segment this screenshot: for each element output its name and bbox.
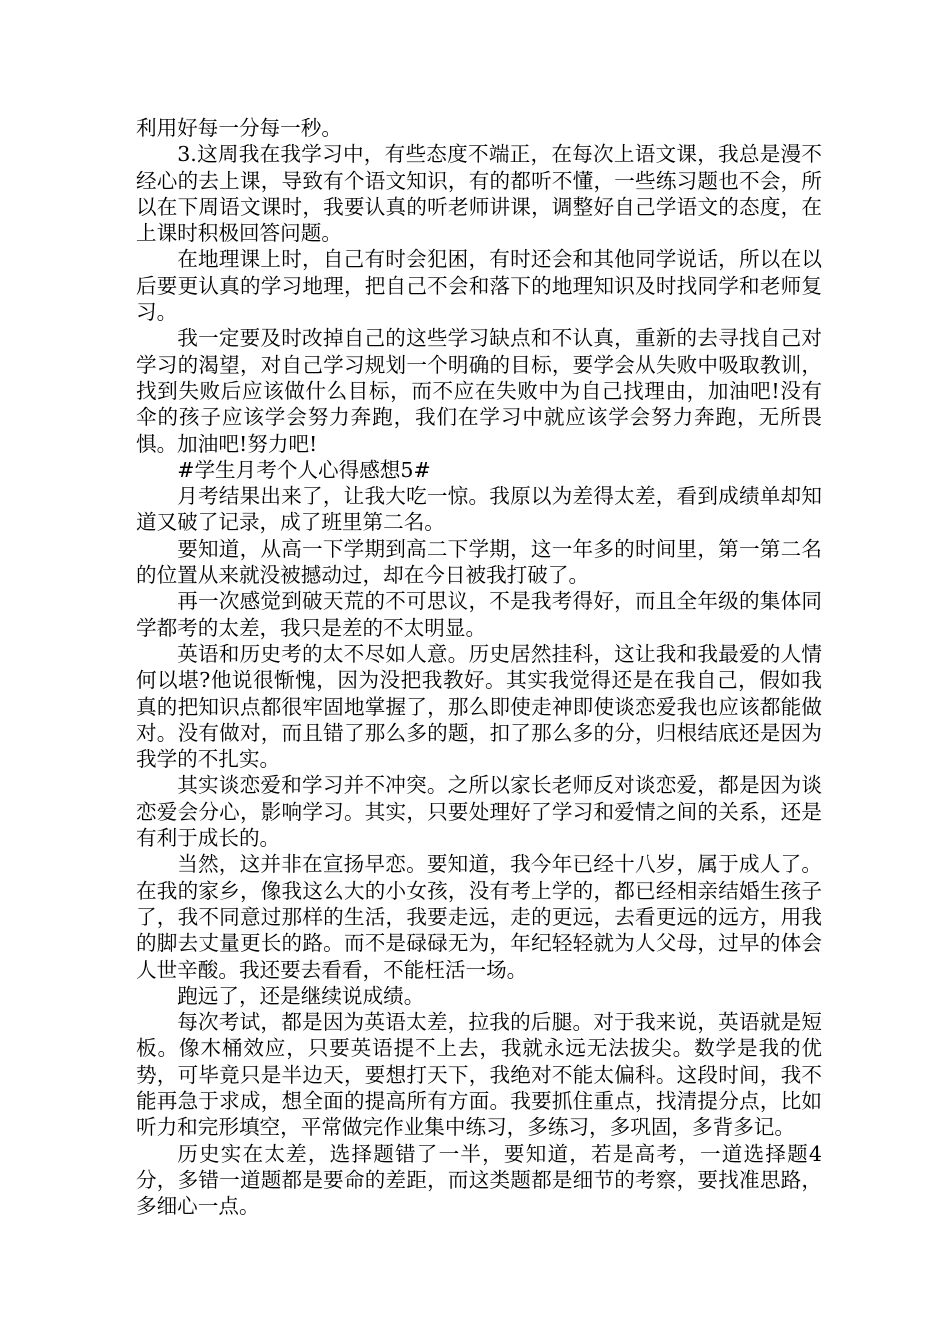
paragraph-9: 英语和历史考的太不尽如人意。历史居然挂科，这让我和我最爱的人情何以堪?他说很惭愧，因为没把我教好。其实我觉得还是在我自己，假如我真的把知识点都很牢固地掌握了，那么即使走神即使谈恋爱我也应该都能做对。没有做对，而且错了那么多的题，扣了那么多的分，归根结底还是因为我学的不扎实。 (136, 641, 822, 772)
paragraph-11: 当然，这并非在宣扬早恋。要知道，我今年已经十八岁，属于成人了。在我的家乡，像我这么大的小女孩，没有考上学的，都已经相亲结婚生孩子了，我不同意过那样的生活，我要走远，走的更远，去看更远的远方，用我的脚去丈量更长的路。而不是碌碌无为，年纪轻轻就为人父母，过早的体会人世辛酸。我还要去看看，不能枉活一场。 (136, 852, 822, 982)
paragraph-12: 跑远了，还是继续说成绩。 (177, 983, 425, 1008)
paragraph-13: 每次考试，都是因为英语太差，拉我的后腿。对于我来说，英语就是短板。像木桶效应，只要英语提不上去，我就永远无法拔尖。数学是我的优势，可毕竟只是半边天，要想打天下，我绝对不能太偏科。这段时间，我不能再急于求成，想全面的提高所有方面。我要抓住重点，找清提分点，比如听力和完形填空，平常做完作业集中练习，多练习，多巩固，多背多记。 (136, 1010, 822, 1140)
paragraph-3: 在地理课上时，自己有时会犯困，有时还会和其他同学说话，所以在以后要更认真的学习地理，把自己不会和落下的地理知识及时找同学和老师复习。 (136, 247, 822, 325)
paragraph-4: 我一定要及时改掉自己的这些学习缺点和不认真，重新的去寻找自己对学习的渴望，对自己学习规划一个明确的目标，要学会从失败中吸取教训，找到失败后应该做什么目标，而不应在失败中为自己找理由，加油吧!没有伞的孩子应该学会努力奔跑，我们在学习中就应该学会努力奔跑，无所畏惧。加油吧!努力吧! (136, 326, 822, 456)
paragraph-7: 要知道，从高一下学期到高二下学期，这一年多的时间里，第一第二名的位置从来就没被撼动过，却在今日被我打破了。 (136, 536, 822, 588)
paragraph-14: 历史实在太差，选择题错了一半，要知道，若是高考，一道选择题4分，多错一道题都是要命的差距，而这类题都是细节的考察，要找准思路，多细心一点。 (136, 1141, 822, 1219)
document-body (136, 115, 822, 1219)
paragraph-10: 其实谈恋爱和学习并不冲突。之所以家长老师反对谈恋爱，都是因为谈恋爱会分心，影响学习。其实，只要处理好了学习和爱情之间的关系，还是有利于成长的。 (136, 773, 822, 851)
paragraph-2: 3.这周我在我学习中，有些态度不端正，在每次上语文课，我总是漫不经心的去上课，导致有个语文知识，有的都听不懂，一些练习题也不会，所以在下周语文课时，我要认真的听老师讲课，调整好自己学语文的态度，在上课时积极回答问题。 (136, 142, 822, 246)
paragraph-1: 利用好每一分每一秒。 (136, 116, 342, 140)
paragraph-6: 月考结果出来了，让我大吃一惊。我原以为差得太差，看到成绩单却知道又破了记录，成了班里第二名。 (136, 484, 822, 535)
section-heading: #学生月考个人心得感想5# (177, 457, 431, 482)
paragraph-8: 再一次感觉到破天荒的不可思议，不是我考得好，而且全年级的集体同学都考的太差，我只是差的不太明显。 (136, 589, 822, 640)
